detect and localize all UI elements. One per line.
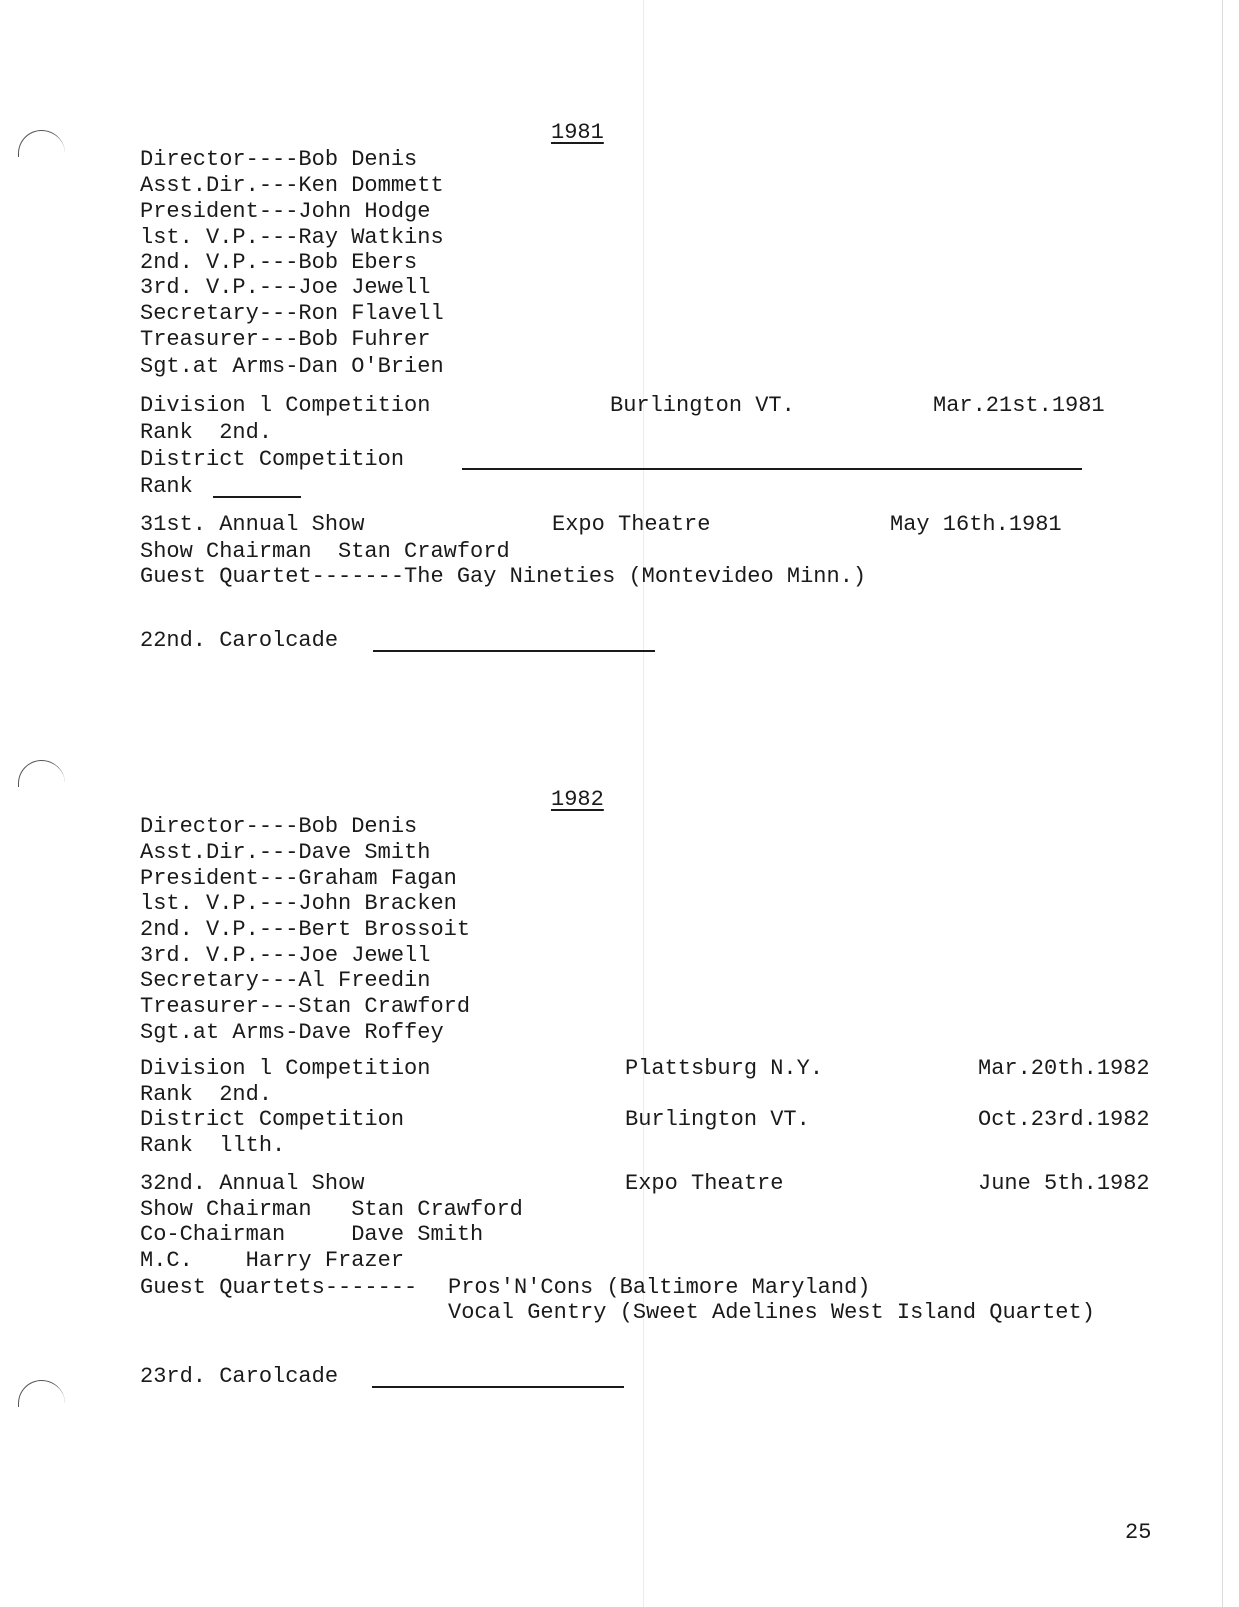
district-rank-blank-line bbox=[213, 496, 301, 498]
district-competition-place: Burlington VT. bbox=[625, 1107, 810, 1132]
officer-line: Director----Bob Denis bbox=[140, 147, 418, 172]
officer-line: 3rd. V.P.---Joe Jewell bbox=[140, 275, 431, 300]
carolcade-blank-line bbox=[373, 650, 655, 652]
show-chairman: Show Chairman Stan Crawford bbox=[140, 1197, 523, 1222]
annual-show-label: 32nd. Annual Show bbox=[140, 1171, 365, 1196]
guest-quartet: Guest Quartet-------The Gay Nineties (Montevideo Minn.) bbox=[140, 564, 867, 589]
carolcade-blank-line bbox=[372, 1386, 624, 1388]
officer-line: 2nd. V.P.---Bert Brossoit bbox=[140, 917, 471, 942]
officer-line: Treasurer---Stan Crawford bbox=[140, 994, 471, 1019]
year-heading-1982: 1982 bbox=[551, 787, 604, 812]
division-competition-place: Burlington VT. bbox=[610, 393, 795, 418]
officer-line: Sgt.at Arms-Dave Roffey bbox=[140, 1020, 444, 1045]
annual-show-place: Expo Theatre bbox=[625, 1171, 784, 1196]
annual-show-date: May 16th.1981 bbox=[890, 512, 1062, 537]
officer-line: Asst.Dir.---Ken Dommett bbox=[140, 173, 444, 198]
punch-hole-middle bbox=[18, 760, 65, 787]
officer-line: Treasurer---Bob Fuhrer bbox=[140, 327, 431, 352]
district-rank: Rank llth. bbox=[140, 1133, 286, 1158]
officer-line: Sgt.at Arms-Dan O'Brien bbox=[140, 354, 444, 379]
annual-show-label: 31st. Annual Show bbox=[140, 512, 365, 537]
division-competition-date: Mar.20th.1982 bbox=[978, 1056, 1150, 1081]
punch-hole-bottom bbox=[18, 1380, 65, 1407]
division-competition-label: Division l Competition bbox=[140, 393, 431, 418]
page-edge-line bbox=[1222, 0, 1223, 1607]
officer-line: lst. V.P.---Ray Watkins bbox=[140, 225, 444, 250]
district-competition-label: District Competition bbox=[140, 447, 405, 472]
master-of-ceremonies: M.C. Harry Frazer bbox=[140, 1248, 405, 1273]
division-competition-date: Mar.21st.1981 bbox=[933, 393, 1105, 418]
carolcade-label: 22nd. Carolcade bbox=[140, 628, 339, 653]
division-competition-place: Plattsburg N.Y. bbox=[625, 1056, 824, 1081]
guest-quartets-label: Guest Quartets------- bbox=[140, 1275, 418, 1300]
show-chairman: Show Chairman Stan Crawford bbox=[140, 539, 510, 564]
officer-line: Secretary---Al Freedin bbox=[140, 968, 431, 993]
year-heading-1981: 1981 bbox=[551, 120, 604, 145]
division-competition-label: Division l Competition bbox=[140, 1056, 431, 1081]
annual-show-date: June 5th.1982 bbox=[978, 1171, 1150, 1196]
district-competition-label: District Competition bbox=[140, 1107, 405, 1132]
officer-line: President---Graham Fagan bbox=[140, 866, 457, 891]
show-co-chairman: Co-Chairman Dave Smith bbox=[140, 1222, 484, 1247]
officer-line: lst. V.P.---John Bracken bbox=[140, 891, 457, 916]
division-rank: Rank 2nd. bbox=[140, 420, 273, 445]
officer-line: 3rd. V.P.---Joe Jewell bbox=[140, 943, 431, 968]
officer-line: Secretary---Ron Flavell bbox=[140, 301, 444, 326]
annual-show-place: Expo Theatre bbox=[552, 512, 711, 537]
district-blank-line bbox=[462, 468, 1082, 470]
officer-line: 2nd. V.P.---Bob Ebers bbox=[140, 250, 418, 275]
page-number: 25 bbox=[1125, 1520, 1152, 1545]
guest-quartet-entry: Vocal Gentry (Sweet Adelines West Island Quartet) bbox=[448, 1300, 1095, 1325]
officer-line: Asst.Dir.---Dave Smith bbox=[140, 840, 431, 865]
officer-line: President---John Hodge bbox=[140, 199, 431, 224]
district-competition-date: Oct.23rd.1982 bbox=[978, 1107, 1150, 1132]
page-fold-line bbox=[643, 0, 644, 1607]
guest-quartet-entry: Pros'N'Cons (Baltimore Maryland) bbox=[448, 1275, 871, 1300]
division-rank: Rank 2nd. bbox=[140, 1082, 273, 1107]
carolcade-label: 23rd. Carolcade bbox=[140, 1364, 339, 1389]
district-rank-label: Rank bbox=[140, 474, 193, 499]
punch-hole-top bbox=[18, 130, 65, 157]
officer-line: Director----Bob Denis bbox=[140, 814, 418, 839]
